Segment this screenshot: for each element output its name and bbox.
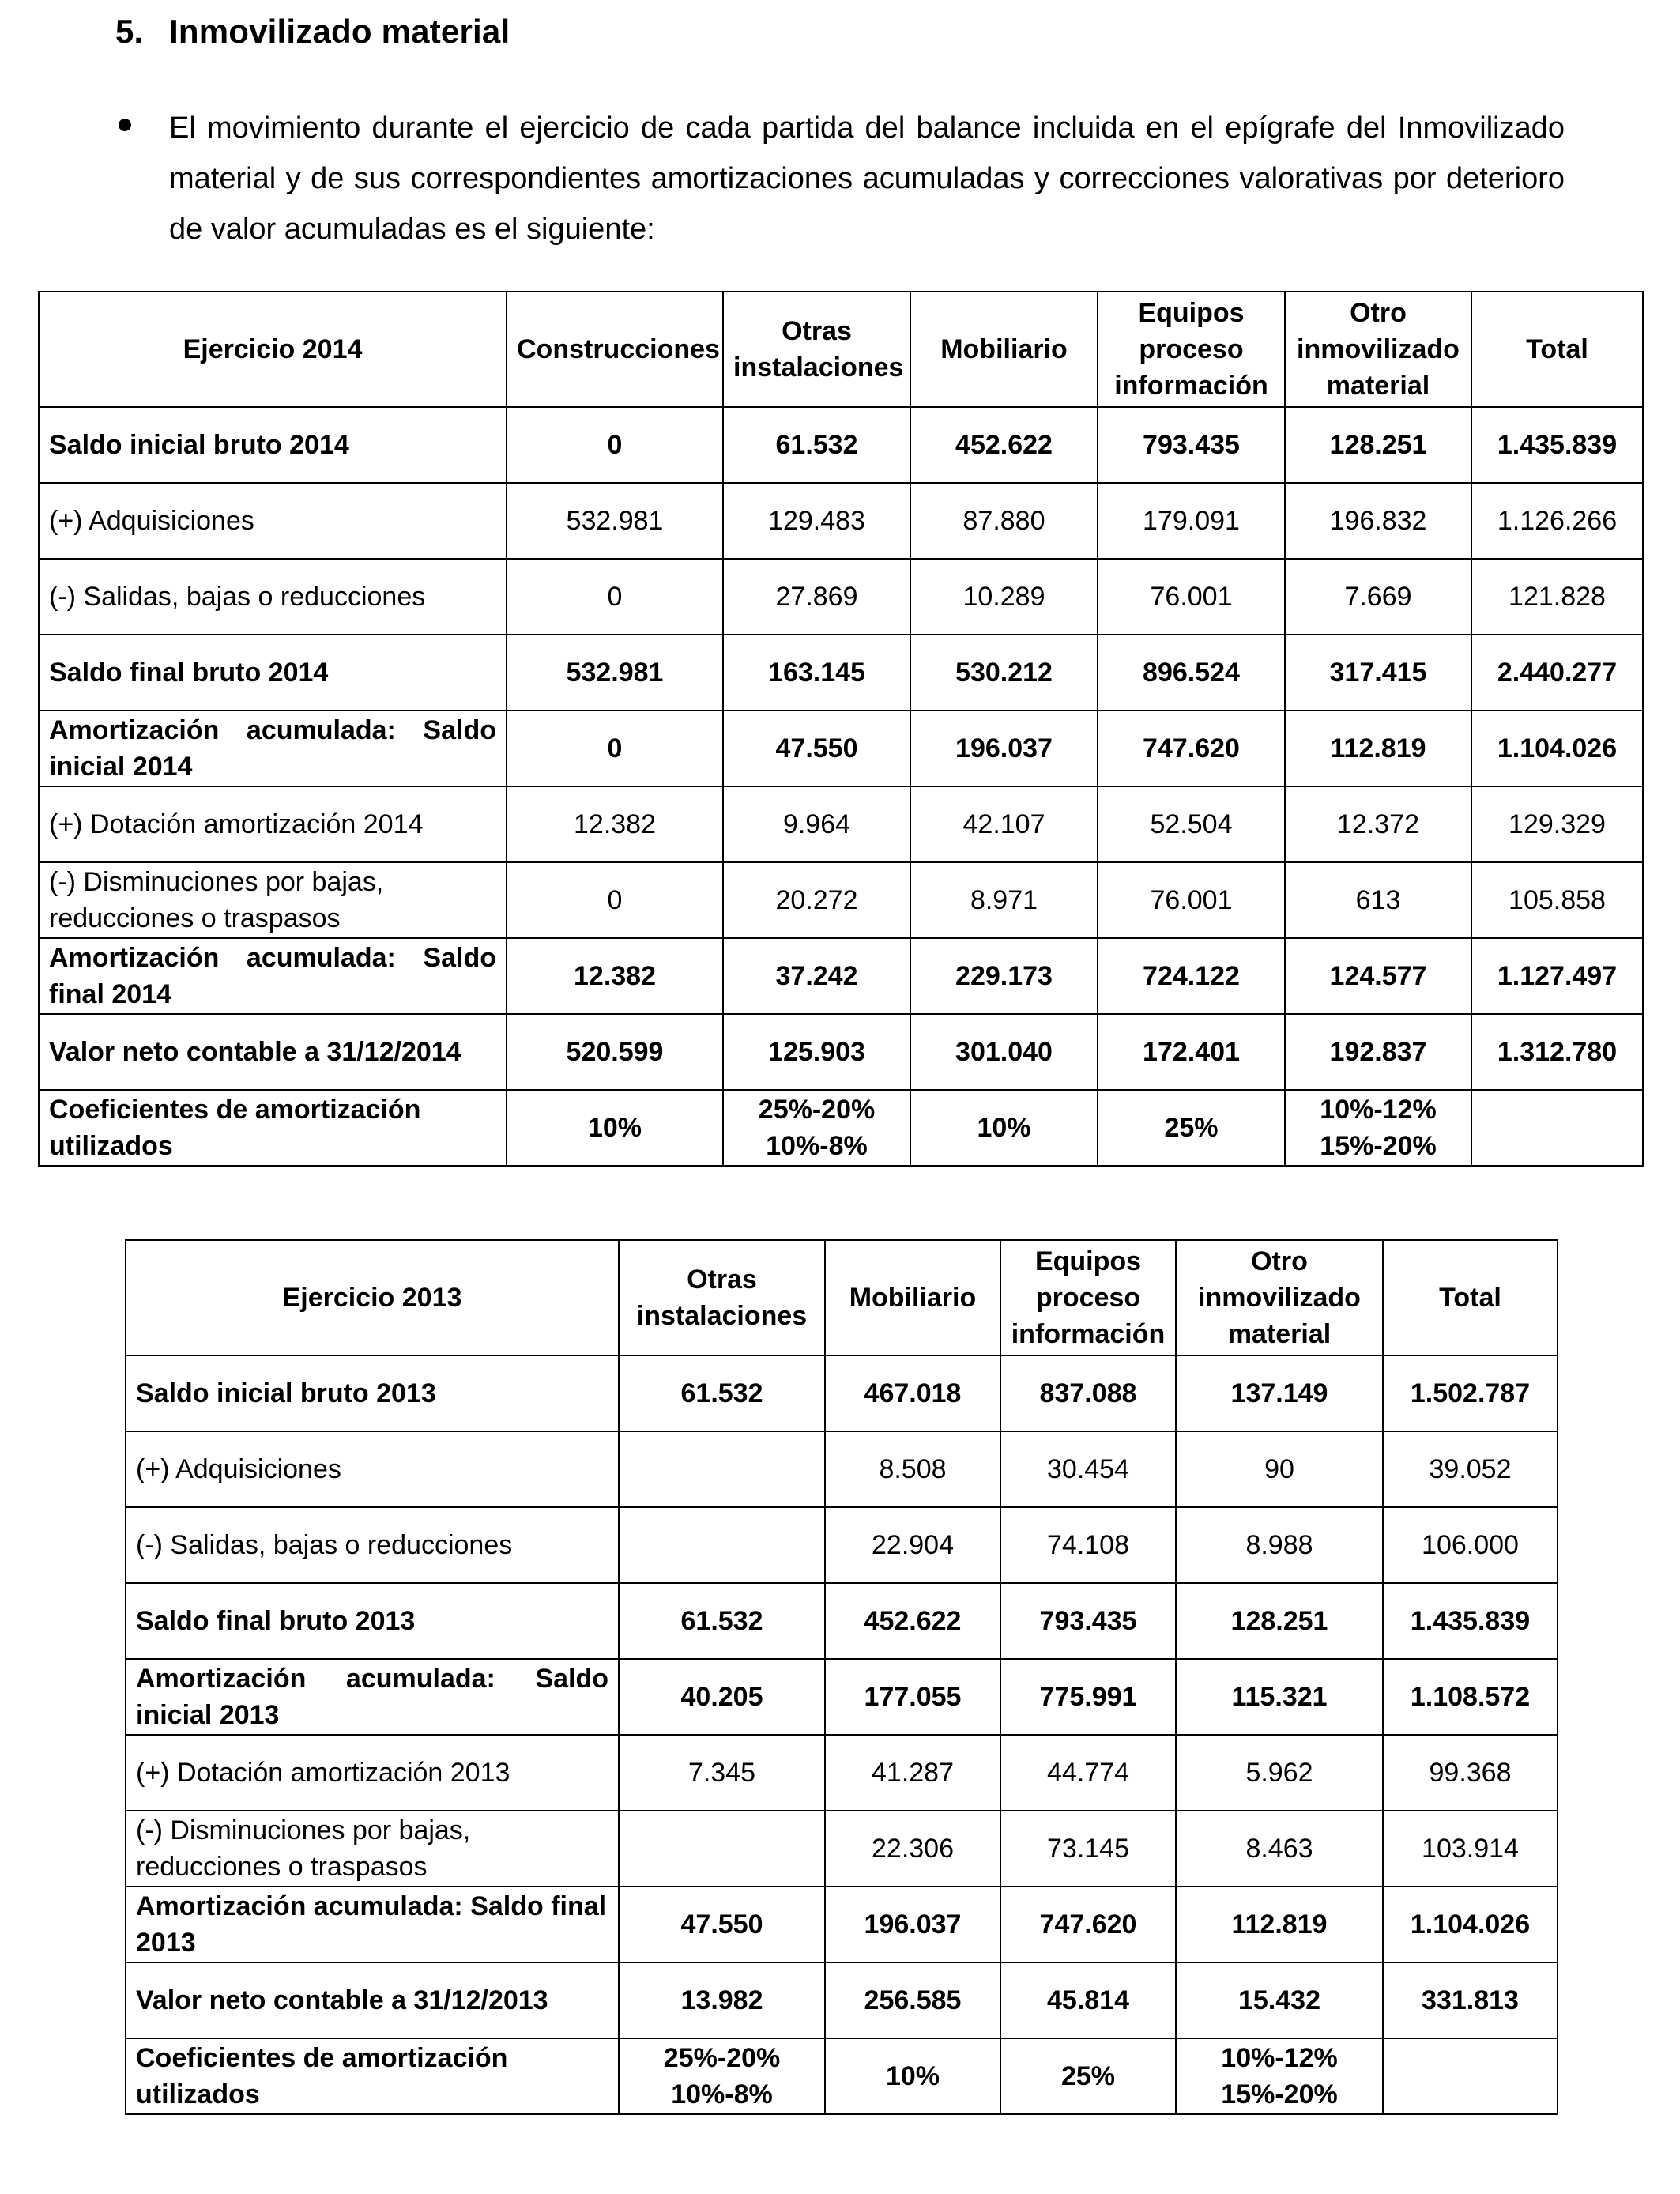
table-cell: 177.055 <box>825 1659 1000 1735</box>
bullet-icon <box>119 119 131 131</box>
table-cell: 125.903 <box>723 1014 910 1090</box>
table-cell: 61.532 <box>619 1355 825 1431</box>
row-label: Amortización acumulada: Saldo final 2013 <box>126 1887 619 1962</box>
row-label: Saldo final bruto 2014 <box>39 635 507 711</box>
table-cell: 22.306 <box>825 1811 1000 1887</box>
section-number: 5. <box>115 13 144 50</box>
table-cell: 128.251 <box>1176 1583 1383 1659</box>
row-label: Coeficientes de amortización utilizados <box>39 1090 507 1166</box>
table-cell: 8.971 <box>910 862 1098 938</box>
table-cell: 192.837 <box>1285 1014 1471 1090</box>
row-label: (+) Adquisiciones <box>126 1431 619 1507</box>
table-row <box>39 711 1643 786</box>
table-cell: 44.774 <box>1000 1735 1176 1811</box>
table-cell <box>1471 1090 1643 1166</box>
header-cell: Otras instalaciones <box>619 1240 825 1355</box>
table-cell: 106.000 <box>1383 1507 1558 1583</box>
table-cell: 1.127.497 <box>1471 938 1643 1014</box>
table-cell: 452.622 <box>910 407 1098 483</box>
table-cell: 532.981 <box>507 635 723 711</box>
table-cell: 724.122 <box>1098 938 1285 1014</box>
table-cell: 12.382 <box>507 938 723 1014</box>
table-row <box>39 559 1643 635</box>
table-cell: 532.981 <box>507 483 723 559</box>
table-cell: 467.018 <box>825 1355 1000 1431</box>
table-header-row <box>39 292 1643 407</box>
table-cell: 22.904 <box>825 1507 1000 1583</box>
table-row <box>39 938 1643 1014</box>
row-label: Valor neto contable a 31/12/2013 <box>126 1962 619 2038</box>
table-cell: 105.858 <box>1471 862 1643 938</box>
table-cell: 47.550 <box>723 711 910 786</box>
table-row <box>39 862 1643 938</box>
table-row <box>39 786 1643 862</box>
table-cell: 331.813 <box>1383 1962 1558 2038</box>
table-cell: 27.869 <box>723 559 910 635</box>
table-cell: 129.329 <box>1471 786 1643 862</box>
row-label: Amortización acumulada: Saldo inicial 2013 <box>126 1659 619 1735</box>
header-cell: Otras instalaciones <box>723 292 910 407</box>
table-row <box>39 407 1643 483</box>
section-title: Inmovilizado material <box>169 13 510 50</box>
table-cell: 137.149 <box>1176 1355 1383 1431</box>
table-cell: 837.088 <box>1000 1355 1176 1431</box>
row-label: Saldo inicial bruto 2013 <box>126 1355 619 1431</box>
header-cell: Ejercicio 2013 <box>126 1240 619 1355</box>
table-cell: 41.287 <box>825 1735 1000 1811</box>
table-cell: 115.321 <box>1176 1659 1383 1735</box>
table-cell: 179.091 <box>1098 483 1285 559</box>
table-cell <box>1383 2038 1558 2114</box>
table-cell: 39.052 <box>1383 1431 1558 1507</box>
row-label: Coeficientes de amortización utilizados <box>126 2038 619 2114</box>
table-cell: 20.272 <box>723 862 910 938</box>
table-cell: 747.620 <box>1098 711 1285 786</box>
row-label: (+) Dotación amortización 2014 <box>39 786 507 862</box>
table-cell: 196.037 <box>910 711 1098 786</box>
row-label: Saldo inicial bruto 2014 <box>39 407 507 483</box>
table-cell: 1.502.787 <box>1383 1355 1558 1431</box>
table-cell <box>619 1811 825 1887</box>
table-row <box>126 1583 1558 1659</box>
table-cell: 530.212 <box>910 635 1098 711</box>
table-row <box>126 1811 1558 1887</box>
table-cell: 747.620 <box>1000 1887 1176 1962</box>
table-cell: 5.962 <box>1176 1735 1383 1811</box>
table-cell: 163.145 <box>723 635 910 711</box>
table-cell: 73.145 <box>1000 1811 1176 1887</box>
table-cell: 2.440.277 <box>1471 635 1643 711</box>
table-cell: 317.415 <box>1285 635 1471 711</box>
table-cell: 775.991 <box>1000 1659 1176 1735</box>
header-cell: Ejercicio 2014 <box>39 292 507 407</box>
table-cell: 25%-20% 10%-8% <box>723 1090 910 1166</box>
table-cell: 10%-12% 15%-20% <box>1285 1090 1471 1166</box>
table-cell: 172.401 <box>1098 1014 1285 1090</box>
table-cell: 520.599 <box>507 1014 723 1090</box>
table-cell <box>619 1431 825 1507</box>
header-cell: Equipos proceso información <box>1098 292 1285 407</box>
table-cell: 8.463 <box>1176 1811 1383 1887</box>
table-cell <box>619 1507 825 1583</box>
row-label: (-) Disminuciones por bajas, reducciones o traspasos <box>126 1811 619 1887</box>
table-row <box>126 1962 1558 2038</box>
table-cell: 7.345 <box>619 1735 825 1811</box>
table-cell: 0 <box>507 559 723 635</box>
table-header-row <box>126 1240 1558 1355</box>
table-2013 <box>125 1239 1558 2115</box>
table-cell: 196.037 <box>825 1887 1000 1962</box>
table-cell: 1.435.839 <box>1471 407 1643 483</box>
table-row <box>39 483 1643 559</box>
table-2014 <box>38 291 1644 1167</box>
table-cell: 15.432 <box>1176 1962 1383 2038</box>
table-row <box>39 1090 1643 1166</box>
section-heading <box>115 13 510 51</box>
table-row <box>126 1431 1558 1507</box>
table-cell: 0 <box>507 862 723 938</box>
header-cell: Total <box>1383 1240 1558 1355</box>
table-cell: 896.524 <box>1098 635 1285 711</box>
table-cell: 7.669 <box>1285 559 1471 635</box>
table-cell: 74.108 <box>1000 1507 1176 1583</box>
table-cell: 613 <box>1285 862 1471 938</box>
table-row <box>126 1887 1558 1962</box>
table-cell: 128.251 <box>1285 407 1471 483</box>
table-cell: 8.508 <box>825 1431 1000 1507</box>
row-label: Amortización acumulada: Saldo inicial 2014 <box>39 711 507 786</box>
table-cell: 10% <box>910 1090 1098 1166</box>
table-cell: 12.382 <box>507 786 723 862</box>
table-cell: 52.504 <box>1098 786 1285 862</box>
table-cell: 87.880 <box>910 483 1098 559</box>
row-label: Amortización acumulada: Saldo final 2014 <box>39 938 507 1014</box>
table-row <box>39 635 1643 711</box>
table-cell: 1.108.572 <box>1383 1659 1558 1735</box>
table-cell: 40.205 <box>619 1659 825 1735</box>
table-cell: 452.622 <box>825 1583 1000 1659</box>
table-cell: 25%-20% 10%-8% <box>619 2038 825 2114</box>
header-cell: Otro inmovilizado material <box>1285 292 1471 407</box>
table-cell: 76.001 <box>1098 862 1285 938</box>
bullet-paragraph: El movimiento durante el ejercicio de cada partida del balance incluida en el epígrafe del Inmovilizado material y de sus correspondientes amortizaciones acumuladas y correcciones valorativas por deterioro de valor acumuladas es el siguiente: <box>169 111 1565 246</box>
table-cell: 12.372 <box>1285 786 1471 862</box>
header-cell: Mobiliario <box>910 292 1098 407</box>
row-label: (-) Salidas, bajas o reducciones <box>39 559 507 635</box>
table-row <box>126 2038 1558 2114</box>
table-cell: 47.550 <box>619 1887 825 1962</box>
table-cell: 90 <box>1176 1431 1383 1507</box>
table-cell: 0 <box>507 407 723 483</box>
table-cell: 103.914 <box>1383 1811 1558 1887</box>
table-cell: 1.126.266 <box>1471 483 1643 559</box>
table-cell: 1.312.780 <box>1471 1014 1643 1090</box>
header-cell: Equipos proceso información <box>1000 1240 1176 1355</box>
row-label: (-) Salidas, bajas o reducciones <box>126 1507 619 1583</box>
table-cell: 42.107 <box>910 786 1098 862</box>
table-cell: 121.828 <box>1471 559 1643 635</box>
row-label: Saldo final bruto 2013 <box>126 1583 619 1659</box>
table-cell: 61.532 <box>723 407 910 483</box>
table-cell: 61.532 <box>619 1583 825 1659</box>
table-row <box>126 1735 1558 1811</box>
table-cell: 25% <box>1000 2038 1176 2114</box>
table-cell: 196.832 <box>1285 483 1471 559</box>
table-cell: 37.242 <box>723 938 910 1014</box>
table-cell: 112.819 <box>1176 1887 1383 1962</box>
table-cell: 0 <box>507 711 723 786</box>
table-cell: 256.585 <box>825 1962 1000 2038</box>
table-cell: 9.964 <box>723 786 910 862</box>
table-cell: 1.104.026 <box>1383 1887 1558 1962</box>
header-cell: Otro inmovilizado material <box>1176 1240 1383 1355</box>
table-row <box>126 1507 1558 1583</box>
table-row <box>39 1014 1643 1090</box>
table-cell: 1.435.839 <box>1383 1583 1558 1659</box>
row-label: (-) Disminuciones por bajas, reducciones o traspasos <box>39 862 507 938</box>
table-cell: 10% <box>825 2038 1000 2114</box>
table-cell: 793.435 <box>1000 1583 1176 1659</box>
table-cell: 124.577 <box>1285 938 1471 1014</box>
table-cell: 10%-12% 15%-20% <box>1176 2038 1383 2114</box>
header-cell: Total <box>1471 292 1643 407</box>
table-cell: 1.104.026 <box>1471 711 1643 786</box>
table-row <box>126 1659 1558 1735</box>
header-cell: Mobiliario <box>825 1240 1000 1355</box>
table-cell: 30.454 <box>1000 1431 1176 1507</box>
table-cell: 793.435 <box>1098 407 1285 483</box>
row-label: (+) Dotación amortización 2013 <box>126 1735 619 1811</box>
row-label: (+) Adquisiciones <box>39 483 507 559</box>
table-cell: 10.289 <box>910 559 1098 635</box>
table-cell: 45.814 <box>1000 1962 1176 2038</box>
header-cell: Construcciones <box>507 292 723 407</box>
table-cell: 10% <box>507 1090 723 1166</box>
table-cell: 76.001 <box>1098 559 1285 635</box>
table-cell: 112.819 <box>1285 711 1471 786</box>
table-cell: 301.040 <box>910 1014 1098 1090</box>
table-cell: 8.988 <box>1176 1507 1383 1583</box>
table-cell: 129.483 <box>723 483 910 559</box>
row-label: Valor neto contable a 31/12/2014 <box>39 1014 507 1090</box>
table-cell: 229.173 <box>910 938 1098 1014</box>
table-row <box>126 1355 1558 1431</box>
table-cell: 13.982 <box>619 1962 825 2038</box>
table-cell: 99.368 <box>1383 1735 1558 1811</box>
table-cell: 25% <box>1098 1090 1285 1166</box>
